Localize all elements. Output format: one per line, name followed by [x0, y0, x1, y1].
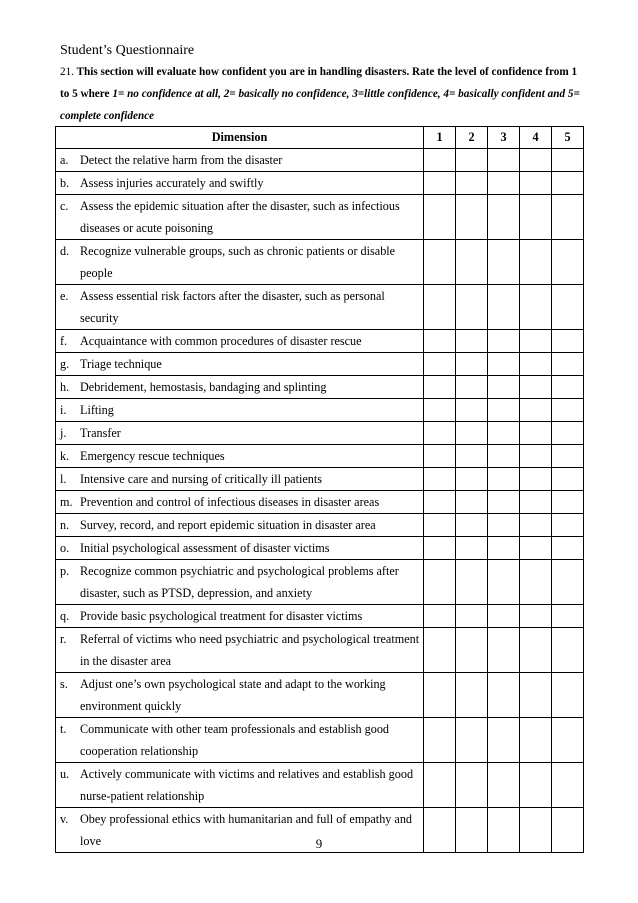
rating-cell-3[interactable]: [488, 195, 520, 240]
rating-cell-3[interactable]: [488, 353, 520, 376]
rating-cell-1[interactable]: [424, 605, 456, 628]
rating-cell-5[interactable]: [552, 422, 584, 445]
dimension-text: Assess essential risk factors after the disaster, such as personal security: [80, 289, 385, 325]
rating-cell-4[interactable]: [520, 330, 552, 353]
row-letter: p.: [60, 564, 70, 578]
row-letter: v.: [60, 812, 69, 826]
rating-cell-4[interactable]: [520, 491, 552, 514]
table-row: [56, 353, 584, 376]
rating-cell-1[interactable]: [424, 285, 456, 330]
question-instructions: [60, 61, 582, 127]
rating-cell-5[interactable]: [552, 376, 584, 399]
rating-cell-1[interactable]: [424, 763, 456, 808]
rating-cell-1[interactable]: [424, 353, 456, 376]
table-row: [56, 149, 584, 172]
rating-cell-1[interactable]: [424, 537, 456, 560]
dimension-text: Initial psychological assessment of disaster victims: [80, 541, 330, 555]
rating-cell-2[interactable]: [456, 399, 488, 422]
dimension-text: Prevention and control of infectious diseases in disaster areas: [80, 495, 380, 509]
dimension-cell: [56, 445, 424, 468]
dimension-cell: [56, 422, 424, 445]
rating-cell-5[interactable]: [552, 491, 584, 514]
dimension-cell: [56, 330, 424, 353]
rating-cell-2[interactable]: [456, 718, 488, 763]
rating-cell-3[interactable]: [488, 399, 520, 422]
table-row: [56, 399, 584, 422]
dimension-text: Lifting: [80, 403, 114, 417]
dimension-text: Transfer: [80, 426, 121, 440]
row-letter: o.: [60, 541, 70, 555]
rating-cell-1[interactable]: [424, 149, 456, 172]
table-row: [56, 376, 584, 399]
dimension-cell: [56, 195, 424, 240]
dimension-cell: [56, 763, 424, 808]
rating-cell-5[interactable]: [552, 399, 584, 422]
rating-cell-1[interactable]: [424, 514, 456, 537]
row-letter: s.: [60, 677, 68, 691]
rating-cell-5[interactable]: [552, 718, 584, 763]
row-letter: m.: [60, 495, 73, 509]
rating-cell-5[interactable]: [552, 468, 584, 491]
rating-cell-2[interactable]: [456, 240, 488, 285]
rating-cell-4[interactable]: [520, 285, 552, 330]
dimension-text: Triage technique: [80, 357, 162, 371]
dimension-text: Acquaintance with common procedures of disaster rescue: [80, 334, 362, 348]
dimension-cell: [56, 468, 424, 491]
rating-cell-4[interactable]: [520, 718, 552, 763]
rating-cell-1[interactable]: [424, 399, 456, 422]
dimension-cell: [56, 240, 424, 285]
rating-cell-1[interactable]: [424, 172, 456, 195]
dimension-cell: [56, 491, 424, 514]
rating-cell-4[interactable]: [520, 399, 552, 422]
table-row: [56, 628, 584, 673]
rating-cell-3[interactable]: [488, 422, 520, 445]
rating-cell-3[interactable]: [488, 376, 520, 399]
rating-cell-2[interactable]: [456, 491, 488, 514]
table-row: [56, 491, 584, 514]
rating-cell-4[interactable]: [520, 149, 552, 172]
rating-cell-3[interactable]: [488, 172, 520, 195]
rating-cell-2[interactable]: [456, 537, 488, 560]
dimension-cell: [56, 376, 424, 399]
rating-cell-5[interactable]: [552, 605, 584, 628]
rating-cell-1[interactable]: [424, 718, 456, 763]
rating-cell-4[interactable]: [520, 422, 552, 445]
table-row: [56, 763, 584, 808]
rating-cell-3[interactable]: [488, 149, 520, 172]
rating-cell-5[interactable]: [552, 240, 584, 285]
row-letter: l.: [60, 472, 67, 486]
dimension-cell: [56, 605, 424, 628]
rating-cell-3[interactable]: [488, 445, 520, 468]
table-row: [56, 718, 584, 763]
rating-cell-1[interactable]: [424, 422, 456, 445]
rating-cell-3[interactable]: [488, 330, 520, 353]
rating-cell-2[interactable]: [456, 285, 488, 330]
dimension-text: Obey professional ethics with humanitarian and full of empathy and love: [80, 812, 413, 848]
rating-cell-3[interactable]: [488, 560, 520, 605]
rating-cell-4[interactable]: [520, 514, 552, 537]
table-row: [56, 285, 584, 330]
rating-cell-3[interactable]: [488, 537, 520, 560]
row-letter: j.: [60, 426, 67, 440]
table-row: [56, 673, 584, 718]
dimension-text: Adjust one’s own psychological state and adapt to the working environment quickly: [80, 677, 386, 713]
table-row: [56, 172, 584, 195]
header-score-3: 3: [488, 127, 520, 149]
rating-cell-1[interactable]: [424, 195, 456, 240]
rating-cell-4[interactable]: [520, 240, 552, 285]
table-row: [56, 514, 584, 537]
dimension-text: Intensive care and nursing of critically ill patients: [80, 472, 322, 486]
rating-cell-2[interactable]: [456, 330, 488, 353]
table-row: [56, 422, 584, 445]
rating-cell-2[interactable]: [456, 376, 488, 399]
header-score-5: 5: [552, 127, 584, 149]
dimension-cell: [56, 149, 424, 172]
rating-cell-3[interactable]: [488, 468, 520, 491]
header-score-2: 2: [456, 127, 488, 149]
rating-cell-2[interactable]: [456, 353, 488, 376]
dimension-text: Debridement, hemostasis, bandaging and splinting: [80, 380, 327, 394]
rating-cell-3[interactable]: [488, 718, 520, 763]
rating-cell-4[interactable]: [520, 537, 552, 560]
row-letter: a.: [60, 153, 69, 167]
rating-cell-3[interactable]: [488, 605, 520, 628]
header-dimension: Dimension: [56, 127, 424, 149]
dimension-cell: [56, 353, 424, 376]
rating-cell-5[interactable]: [552, 172, 584, 195]
page-header: Student’s Questionnaire: [60, 43, 195, 58]
table-row: [56, 240, 584, 285]
dimension-cell: [56, 560, 424, 605]
rating-cell-5[interactable]: [552, 195, 584, 240]
rating-cell-1[interactable]: [424, 240, 456, 285]
dimension-cell: [56, 285, 424, 330]
dimension-cell: [56, 537, 424, 560]
confidence-table: [55, 126, 584, 853]
rating-cell-2[interactable]: [456, 149, 488, 172]
row-letter: t.: [60, 722, 67, 736]
rating-cell-4[interactable]: [520, 560, 552, 605]
rating-cell-3[interactable]: [488, 514, 520, 537]
table-row: [56, 605, 584, 628]
rating-cell-1[interactable]: [424, 628, 456, 673]
rating-cell-3[interactable]: [488, 763, 520, 808]
question-text: This section will evaluate how confident you are in handling disasters. Rate the level of confidence from 1 to 5 where: [60, 66, 578, 100]
table-row: [56, 537, 584, 560]
dimension-text: Emergency rescue techniques: [80, 449, 225, 463]
rating-cell-4[interactable]: [520, 353, 552, 376]
dimension-text: Actively communicate with victims and relatives and establish good nurse-patient relationship: [80, 767, 414, 803]
rating-cell-4[interactable]: [520, 468, 552, 491]
rating-cell-2[interactable]: [456, 422, 488, 445]
row-letter: c.: [60, 199, 69, 213]
row-letter: q.: [60, 609, 70, 623]
dimension-cell: [56, 673, 424, 718]
row-letter: n.: [60, 518, 70, 532]
dimension-text: Detect the relative harm from the disaster: [80, 153, 283, 167]
table-row: [56, 330, 584, 353]
dimension-cell: [56, 628, 424, 673]
rating-cell-5[interactable]: [552, 537, 584, 560]
dimension-text: Referral of victims who need psychiatric and psychological treatment in the disaster area: [80, 632, 420, 668]
dimension-text: Provide basic psychological treatment for disaster victims: [80, 609, 363, 623]
rating-cell-2[interactable]: [456, 605, 488, 628]
rating-cell-1[interactable]: [424, 673, 456, 718]
rating-cell-2[interactable]: [456, 445, 488, 468]
rating-cell-4[interactable]: [520, 195, 552, 240]
dimension-text: Assess injuries accurately and swiftly: [80, 176, 264, 190]
row-letter: f.: [60, 334, 68, 348]
rating-cell-1[interactable]: [424, 376, 456, 399]
dimension-cell: [56, 718, 424, 763]
question-number: 21.: [60, 66, 74, 78]
rating-cell-3[interactable]: [488, 285, 520, 330]
rating-cell-5[interactable]: [552, 445, 584, 468]
dimension-text: Recognize common psychiatric and psychological problems after disaster, such as PTSD, depression, and anxiety: [80, 564, 399, 600]
rating-cell-1[interactable]: [424, 491, 456, 514]
rating-cell-1[interactable]: [424, 468, 456, 491]
table-row: [56, 195, 584, 240]
rating-cell-2[interactable]: [456, 763, 488, 808]
rating-cell-3[interactable]: [488, 491, 520, 514]
rating-cell-4[interactable]: [520, 376, 552, 399]
rating-cell-2[interactable]: [456, 628, 488, 673]
rating-cell-4[interactable]: [520, 763, 552, 808]
rating-cell-5[interactable]: [552, 514, 584, 537]
row-letter: g.: [60, 357, 70, 371]
rating-cell-1[interactable]: [424, 445, 456, 468]
row-letter: e.: [60, 289, 69, 303]
rating-cell-2[interactable]: [456, 195, 488, 240]
dimension-cell: [56, 399, 424, 422]
rating-cell-2[interactable]: [456, 673, 488, 718]
rating-cell-5[interactable]: [552, 673, 584, 718]
row-letter: i.: [60, 403, 67, 417]
page-number: 9: [315, 836, 323, 851]
dimension-cell: [56, 172, 424, 195]
rating-cell-5[interactable]: [552, 628, 584, 673]
rating-cell-4[interactable]: [520, 445, 552, 468]
header-score-1: 1: [424, 127, 456, 149]
rating-cell-2[interactable]: [456, 514, 488, 537]
rating-cell-3[interactable]: [488, 673, 520, 718]
row-letter: u.: [60, 767, 70, 781]
row-letter: k.: [60, 449, 70, 463]
rating-cell-5[interactable]: [552, 353, 584, 376]
header-score-4: 4: [520, 127, 552, 149]
table-row: [56, 560, 584, 605]
dimension-text: Recognize vulnerable groups, such as chronic patients or disable people: [80, 244, 396, 280]
rating-cell-4[interactable]: [520, 172, 552, 195]
table-header-row: [56, 127, 584, 149]
dimension-text: Survey, record, and report epidemic situation in disaster area: [80, 518, 376, 532]
rating-cell-4[interactable]: [520, 673, 552, 718]
row-letter: b.: [60, 176, 70, 190]
rating-cell-5[interactable]: [552, 330, 584, 353]
row-letter: h.: [60, 380, 70, 394]
rating-cell-1[interactable]: [424, 330, 456, 353]
rating-cell-3[interactable]: [488, 628, 520, 673]
table-row: [56, 468, 584, 491]
rating-cell-3[interactable]: [488, 240, 520, 285]
rating-cell-5[interactable]: [552, 149, 584, 172]
dimension-text: Assess the epidemic situation after the disaster, such as infectious diseases or acute poisoning: [80, 199, 400, 235]
row-letter: r.: [60, 632, 67, 646]
rating-cell-4[interactable]: [520, 605, 552, 628]
rating-cell-1[interactable]: [424, 560, 456, 605]
rating-cell-2[interactable]: [456, 560, 488, 605]
rating-cell-5[interactable]: [552, 285, 584, 330]
rating-cell-5[interactable]: [552, 763, 584, 808]
row-letter: d.: [60, 244, 70, 258]
dimension-cell: [56, 514, 424, 537]
rating-cell-2[interactable]: [456, 468, 488, 491]
rating-cell-5[interactable]: [552, 560, 584, 605]
rating-cell-4[interactable]: [520, 628, 552, 673]
dimension-text: Communicate with other team professionals and establish good cooperation relationship: [80, 722, 390, 758]
scale-definitions: 1= no confidence at all, 2= basically no confidence, 3=little confidence, 4= basically confident and 5= complete confidence: [60, 88, 580, 122]
table-row: [56, 445, 584, 468]
rating-cell-2[interactable]: [456, 172, 488, 195]
